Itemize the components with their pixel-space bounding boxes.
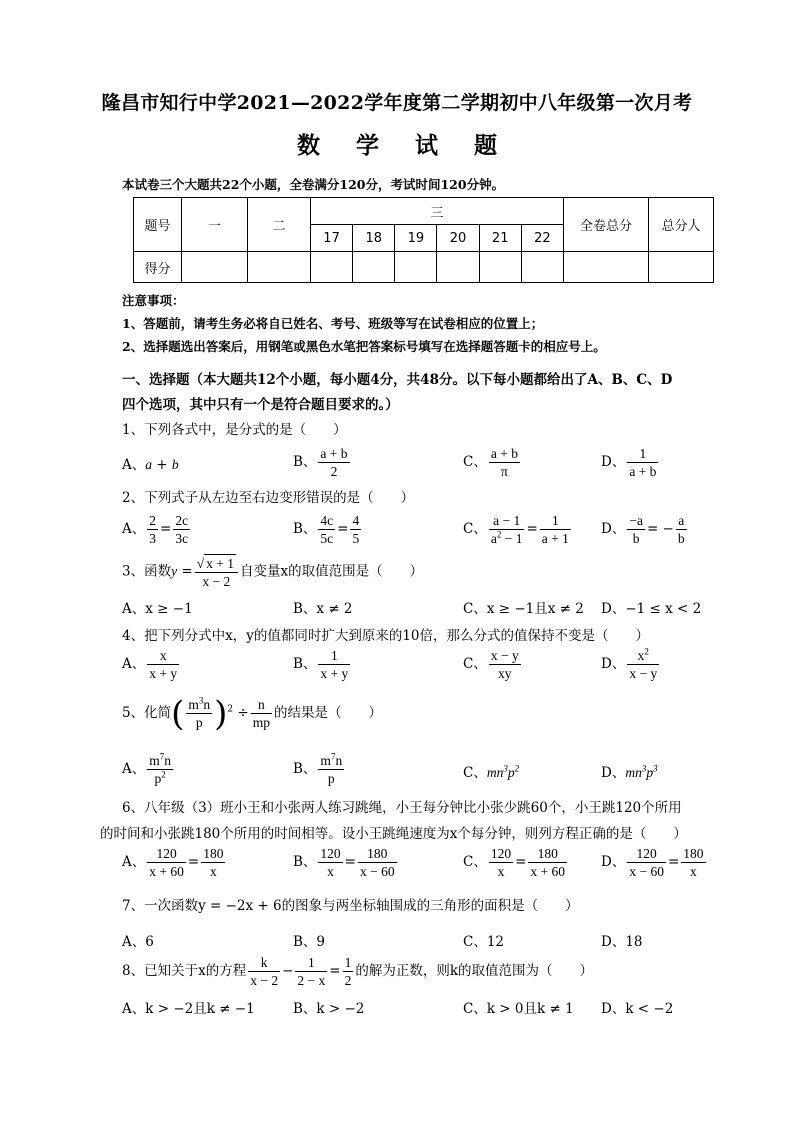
option-7d[interactable]: D、18 — [601, 934, 643, 950]
col-q19: 19 — [395, 225, 437, 252]
option-4b[interactable]: B、 $\frac{1}{x + y}$ — [293, 648, 349, 681]
option-8c[interactable]: C、k > 0且k ≠ 1 — [463, 1001, 574, 1017]
col-q18: 18 — [353, 225, 395, 252]
question-7: 7、一次函数y = −2x + 6的图象与两坐标轴围成的三角形的面积是（ ） — [122, 898, 579, 914]
option-7a[interactable]: A、6 — [122, 934, 154, 950]
option-5c[interactable]: C、$mn^3p^2$ — [463, 763, 520, 781]
question-8: 8、已知关于x的方程 $\frac{k}{x - 2}$ − $\frac{1}{2 - x}$ = $\frac{1}{2}$ 的解为正数，则k的取值范围为（ ） — [122, 955, 594, 988]
question-3: 3、函数y = $\frac{√ x + 1}{x - 2}$ 自变量x的取值范围是（ ） — [122, 556, 424, 589]
score-cell[interactable] — [649, 252, 714, 283]
option-2d[interactable]: D、 $\frac{-a}{b}$ = − $\frac{a}{b}$ — [601, 513, 685, 546]
col-section-2: 二 — [248, 198, 311, 252]
score-cell[interactable] — [182, 252, 248, 283]
question-2: 2、下列式子从左边至右边变形错误的是（ ） — [122, 490, 415, 506]
option-2a[interactable]: A、 $\frac{2}{3}$ = $\frac{2c}{3c}$ — [122, 513, 189, 546]
col-q22: 22 — [521, 225, 563, 252]
question-6-cont: 的时间和小张跳180个所用的时间相等。设小王跳绳速度为x个每分钟，则列方程正确的是（ ） — [100, 826, 687, 842]
option-8a[interactable]: A、k > −2且k ≠ −1 — [122, 1001, 255, 1017]
col-q21: 21 — [479, 225, 521, 252]
col-total-score: 全卷总分 — [564, 198, 649, 252]
score-cell[interactable] — [521, 252, 563, 283]
row-label-question-no: 题号 — [134, 198, 182, 252]
score-cell[interactable] — [564, 252, 649, 283]
option-5b[interactable]: B、 $\frac{m^7n}{p}$ — [293, 751, 343, 786]
col-section-1: 一 — [182, 198, 248, 252]
option-3c[interactable]: C、x ≥ −1且x ≠ 2 — [463, 601, 584, 617]
col-q20: 20 — [437, 225, 479, 252]
section-heading: 一、选择题（本大题共12个小题，每小题4分，共48分。以下每小题都给出了A、B、C、D — [122, 372, 673, 388]
option-3b[interactable]: B、x ≠ 2 — [293, 601, 353, 617]
question-6: 6、八年级（3）班小王和小张两人练习跳绳，小王每分钟比小张少跳60个，小王跳120个所用 — [122, 800, 682, 816]
option-1b[interactable]: B、 $\frac{a + b}{2}$ — [293, 446, 348, 479]
option-2c[interactable]: C、 $\frac{a - 1}{a^2 - 1}$ = $\frac{1}{a + 1}$ — [463, 513, 569, 546]
option-4c[interactable]: C、 $\frac{x - y}{xy}$ — [463, 648, 519, 681]
option-6a[interactable]: A、 $\frac{120}{x + 60}$ = $\frac{180}{x}$ — [122, 846, 224, 879]
option-1c[interactable]: C、 $\frac{a + b}{\pi}$ — [463, 446, 518, 479]
score-table — [133, 197, 714, 283]
question-5: 5、化简( $\frac{m^3n}{p}$ )$^2$ ÷ $\frac{n}{mp}$ 的结果是（ ） — [122, 693, 382, 734]
section-heading-cont: 四个选项，其中只有一个是符合题目要求的。） — [122, 397, 399, 413]
col-grader: 总分人 — [649, 198, 714, 252]
note-item: 2、选择题选出答案后，用钢笔或黑色水笔把答案标号填写在选择题答题卡的相应号上。 — [122, 339, 606, 354]
note-item: 1、答题前，请考生务必将自已姓名、考号、班级等写在试卷相应的位置上； — [122, 316, 544, 331]
option-6d[interactable]: D、 $\frac{120}{x - 60}$ = $\frac{180}{x}$ — [601, 846, 704, 879]
score-cell[interactable] — [248, 252, 311, 283]
option-1a[interactable]: A、a + b — [122, 457, 179, 473]
score-cell[interactable] — [479, 252, 521, 283]
col-q17: 17 — [311, 225, 353, 252]
option-2b[interactable]: B、 $\frac{4c}{5c}$ = $\frac{4}{5}$ — [293, 513, 360, 546]
score-cell[interactable] — [395, 252, 437, 283]
option-3a[interactable]: A、x ≥ −1 — [122, 601, 193, 617]
option-3d[interactable]: D、−1 ≤ x < 2 — [601, 601, 702, 617]
option-8b[interactable]: B、k > −2 — [293, 1001, 365, 1017]
row-label-score: 得分 — [134, 252, 182, 283]
notes-title: 注意事项： — [122, 293, 185, 308]
option-4d[interactable]: D、 $\frac{x^2}{x - y}$ — [601, 646, 658, 681]
score-cell[interactable] — [353, 252, 395, 283]
option-1d[interactable]: D、 $\frac{1}{a + b}$ — [601, 446, 657, 479]
exam-title: 隆昌市知行中学2021—2022学年度第二学期初中八年级第一次月考 — [101, 92, 693, 114]
option-6b[interactable]: B、 $\frac{120}{x}$ = $\frac{180}{x - 60}$ — [293, 846, 395, 879]
option-6c[interactable]: C、 $\frac{120}{x}$ = $\frac{180}{x + 60}$ — [463, 846, 566, 879]
option-8d[interactable]: D、k < −2 — [601, 1001, 674, 1017]
option-5d[interactable]: D、$mn^3p^3$ — [601, 763, 658, 781]
option-7c[interactable]: C、12 — [463, 934, 505, 950]
question-4: 4、把下列分式中x，y的值都同时扩大到原来的10倍，那么分式的值保持不变是（ ） — [122, 628, 650, 644]
col-section-3: 三 — [311, 198, 564, 225]
score-cell[interactable] — [437, 252, 479, 283]
exam-subject-title: 数 学 试 题 — [296, 132, 512, 159]
exam-intro: 本试卷三个大题共22个小题，全卷满分120分，考试时间120分钟。 — [122, 177, 505, 192]
option-4a[interactable]: A、 $\frac{x}{x + y}$ — [122, 648, 178, 681]
option-5a[interactable]: A、 $\frac{m^7n}{p^2}$ — [122, 751, 172, 786]
question-1: 1、下列各式中，是分式的是（ ） — [122, 422, 347, 438]
option-7b[interactable]: B、9 — [293, 934, 326, 950]
score-cell[interactable] — [311, 252, 353, 283]
